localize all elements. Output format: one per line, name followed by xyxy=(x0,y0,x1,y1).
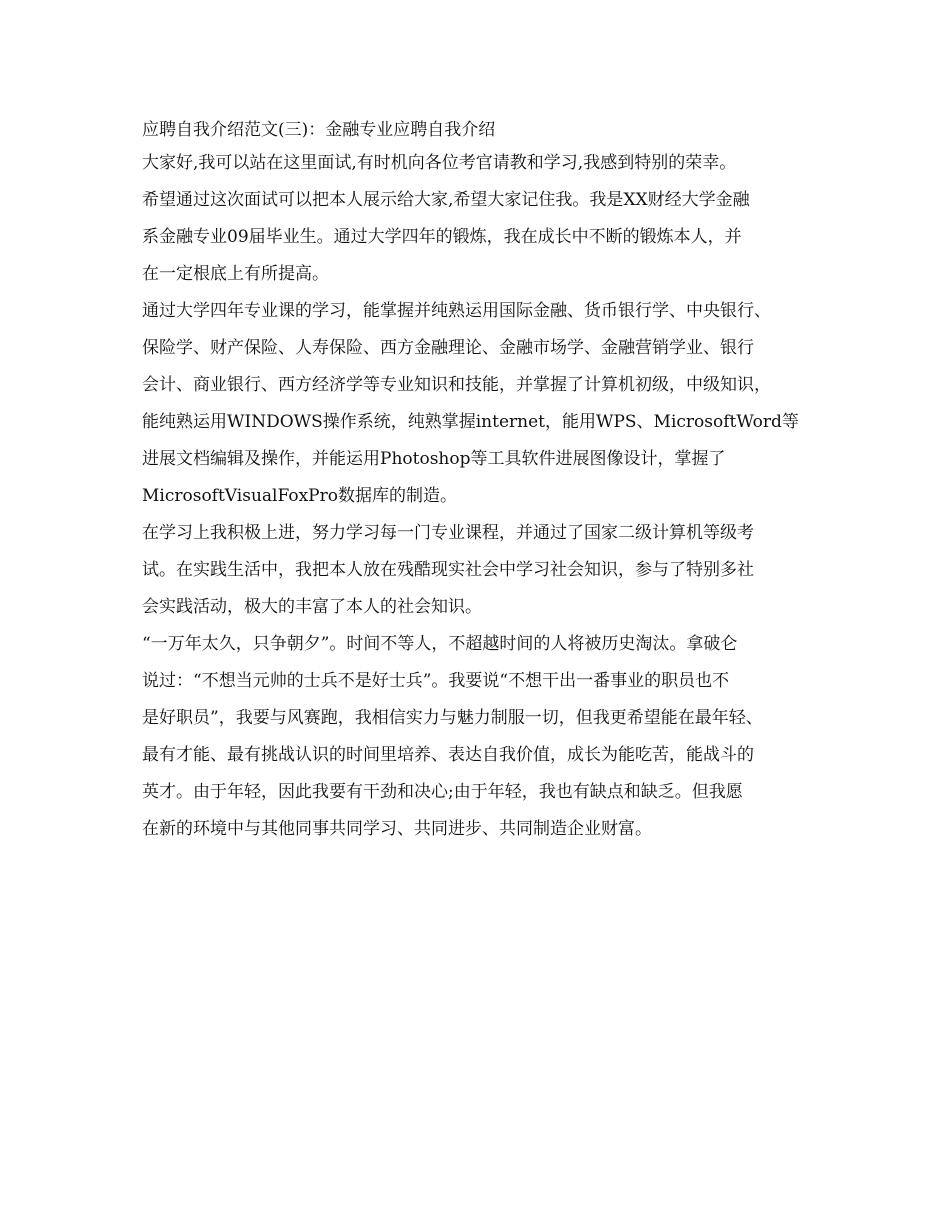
text-line: 大家好,我可以站在这里面试,有时机向各位考官请教和学习,我感到特别的荣幸。 xyxy=(142,153,737,173)
text-line: “一万年太久，只争朝夕”。时间不等人，不超越时间的人将被历史淘汰。拿破仑 xyxy=(142,634,738,654)
text-line: 最有才能、最有挑战认识的时间里培养、表达自我价值，成长为能吃苦，能战斗的 xyxy=(142,745,754,765)
text-line: 保险学、财产保险、人寿保险、西方金融理论、金融市场学、金融营销学业、银行 xyxy=(142,338,754,358)
document-title: 应聘自我介绍范文(三)：金融专业应聘自我介绍 xyxy=(142,120,496,140)
text-line: 会实践活动，极大的丰富了本人的社会知识。 xyxy=(142,597,482,617)
document-body xyxy=(142,115,822,848)
text-line: 在新的环境中与其他同事共同学习、共同进步、共同制造企业财富。 xyxy=(142,819,652,839)
text-line: 系金融专业09届毕业生。通过大学四年的锻炼，我在成长中不断的锻炼本人，并 xyxy=(142,227,742,247)
text-line: 通过大学四年专业课的学习，能掌握并纯熟运用国际金融、货币银行学、中央银行、 xyxy=(142,301,771,321)
text-line: 在学习上我积极上进，努力学习每一门专业课程，并通过了国家二级计算机等级考 xyxy=(142,523,754,543)
text-line: 会计、商业银行、西方经济学等专业知识和技能，并掌握了计算机初级，中级知识， xyxy=(142,375,771,395)
text-line: 英才。由于年轻，因此我要有干劲和决心;由于年轻，我也有缺点和缺乏。但我愿 xyxy=(142,782,743,802)
text-line: 试。在实践生活中，我把本人放在残酷现实社会中学习社会知识，参与了特别多社 xyxy=(142,560,754,580)
text-line: 说过：“不想当元帅的士兵不是好士兵”。我要说“不想干出一番事业的职员也不 xyxy=(142,671,730,691)
text-line: 希望通过这次面试可以把本人展示给大家,希望大家记住我。我是XX财经大学金融 xyxy=(142,190,750,210)
text-line: MicrosoftVisualFoxPro数据库的制造。 xyxy=(142,486,457,506)
text-line: 是好职员”，我要与风赛跑，我相信实力与魅力制服一切，但我更希望能在最年轻、 xyxy=(142,708,763,728)
text-line: 进展文档编辑及操作，并能运用Photoshop等工具软件进展图像设计，掌握了 xyxy=(142,449,726,469)
text-line: 能纯熟运用WINDOWS操作系统，纯熟掌握internet，能用WPS、MicrosoftWord等 xyxy=(142,412,799,432)
text-line: 在一定根底上有所提高。 xyxy=(142,264,329,284)
